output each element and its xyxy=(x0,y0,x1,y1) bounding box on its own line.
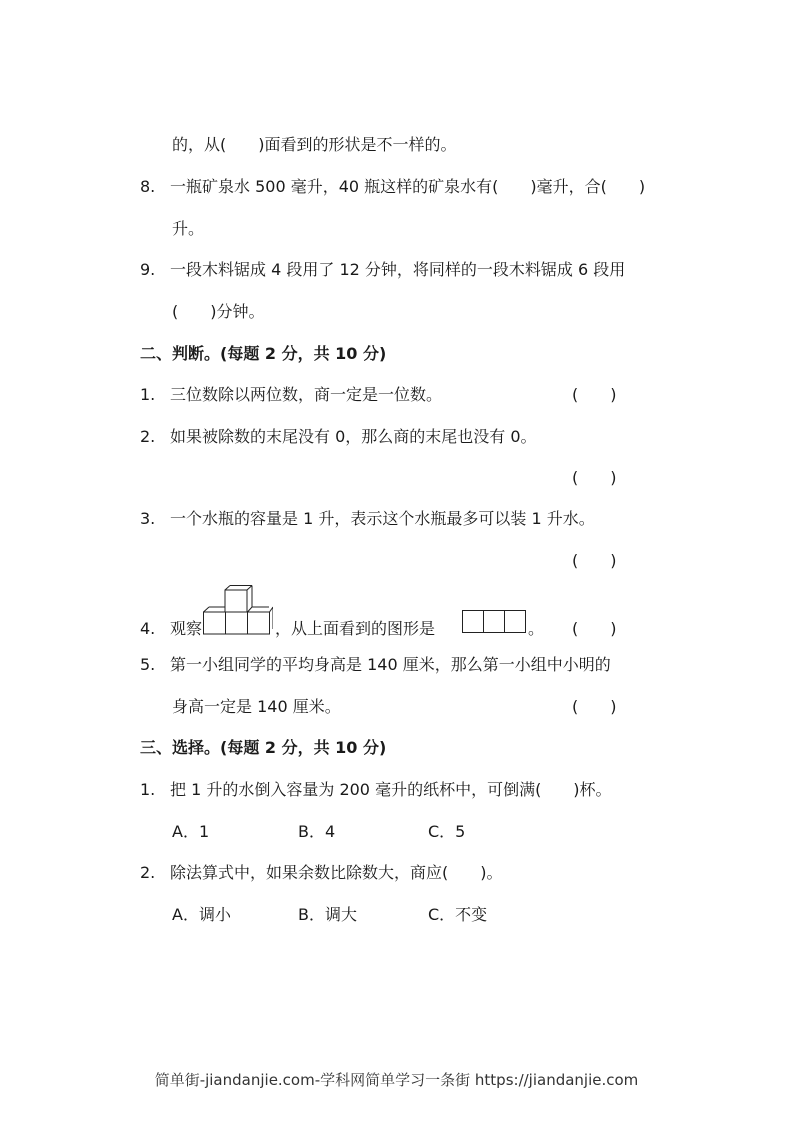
judge-3-number: 3. xyxy=(140,509,156,528)
choice-item-2 xyxy=(140,862,503,884)
judge-item-2 xyxy=(140,426,537,448)
judge-5-text: 第一小组同学的平均身高是 140 厘米，那么第一小组中小明的 xyxy=(170,655,611,674)
judge-2-number: 2. xyxy=(140,427,156,446)
q9-text: 一段木料锯成 4 段用了 12 分钟，将同样的一段木料锯成 6 段用 xyxy=(170,260,626,279)
choice-1-option-c[interactable]: C．5 xyxy=(428,822,466,841)
judge-heading: 二、判断。(每题 2 分，共 10 分) xyxy=(140,344,387,363)
choice-1-option-b[interactable]: B．4 xyxy=(298,822,336,841)
q9-line xyxy=(140,259,625,281)
judge-4-text-b: ，从上面看到的图形是 xyxy=(275,619,436,638)
q7-continuation: 的，从( )面看到的形状是不一样的。 xyxy=(172,135,457,154)
judge-2-answer[interactable]: ( ) xyxy=(572,468,617,487)
choice-2-option-b[interactable]: B．调大 xyxy=(298,905,357,924)
judge-2-text: 如果被除数的末尾没有 0，那么商的末尾也没有 0。 xyxy=(170,427,537,446)
q8-line xyxy=(140,176,645,198)
q9-continuation: ( )分钟。 xyxy=(172,302,265,321)
judge-item-3 xyxy=(140,508,595,530)
judge-4-answer[interactable]: ( ) xyxy=(572,619,617,638)
q8-number: 8. xyxy=(140,177,156,196)
judge-1-answer[interactable]: ( ) xyxy=(572,385,617,404)
q9-number: 9. xyxy=(140,260,156,279)
judge-4-text-c: 。 xyxy=(528,619,545,638)
judge-1-text: 三位数除以两位数，商一定是一位数。 xyxy=(170,385,443,404)
page-footer: 简单街-jiandanjie.com-学科网简单学习一条街 https://jiandanjie.com xyxy=(154,1071,639,1089)
judge-5-continuation: 身高一定是 140 厘米。 xyxy=(172,697,341,716)
judge-5-answer[interactable]: ( ) xyxy=(572,697,617,716)
choice-1-number: 1. xyxy=(140,780,156,799)
choice-2-option-c[interactable]: C．不变 xyxy=(428,905,488,924)
choice-item-1 xyxy=(140,779,612,801)
choice-1-text: 把 1 升的水倒入容量为 200 毫升的纸杯中，可倒满( )杯。 xyxy=(170,780,612,799)
judge-1-number: 1. xyxy=(140,385,156,404)
judge-4-number: 4. xyxy=(140,619,156,638)
judge-item-5 xyxy=(140,654,611,676)
choice-1-option-a[interactable]: A．1 xyxy=(172,822,210,841)
judge-3-text: 一个水瓶的容量是 1 升，表示这个水瓶最多可以装 1 升水。 xyxy=(170,509,595,528)
judge-item-1 xyxy=(140,384,442,406)
choice-heading: 三、选择。(每题 2 分，共 10 分) xyxy=(140,738,387,757)
judge-4-text-a: 观察 xyxy=(170,619,203,638)
q8-continuation: 升。 xyxy=(172,219,205,238)
judge-3-answer[interactable]: ( ) xyxy=(572,551,617,570)
choice-2-number: 2. xyxy=(140,863,156,882)
choice-2-option-a[interactable]: A．调小 xyxy=(172,905,231,924)
top-view-figure xyxy=(462,610,528,634)
choice-2-text: 除法算式中，如果余数比除数大，商应( )。 xyxy=(170,863,503,882)
judge-5-number: 5. xyxy=(140,655,156,674)
q8-text: 一瓶矿泉水 500 毫升，40 瓶这样的矿泉水有( )毫升，合( ) xyxy=(170,177,646,196)
cube-stack-figure xyxy=(203,585,273,635)
